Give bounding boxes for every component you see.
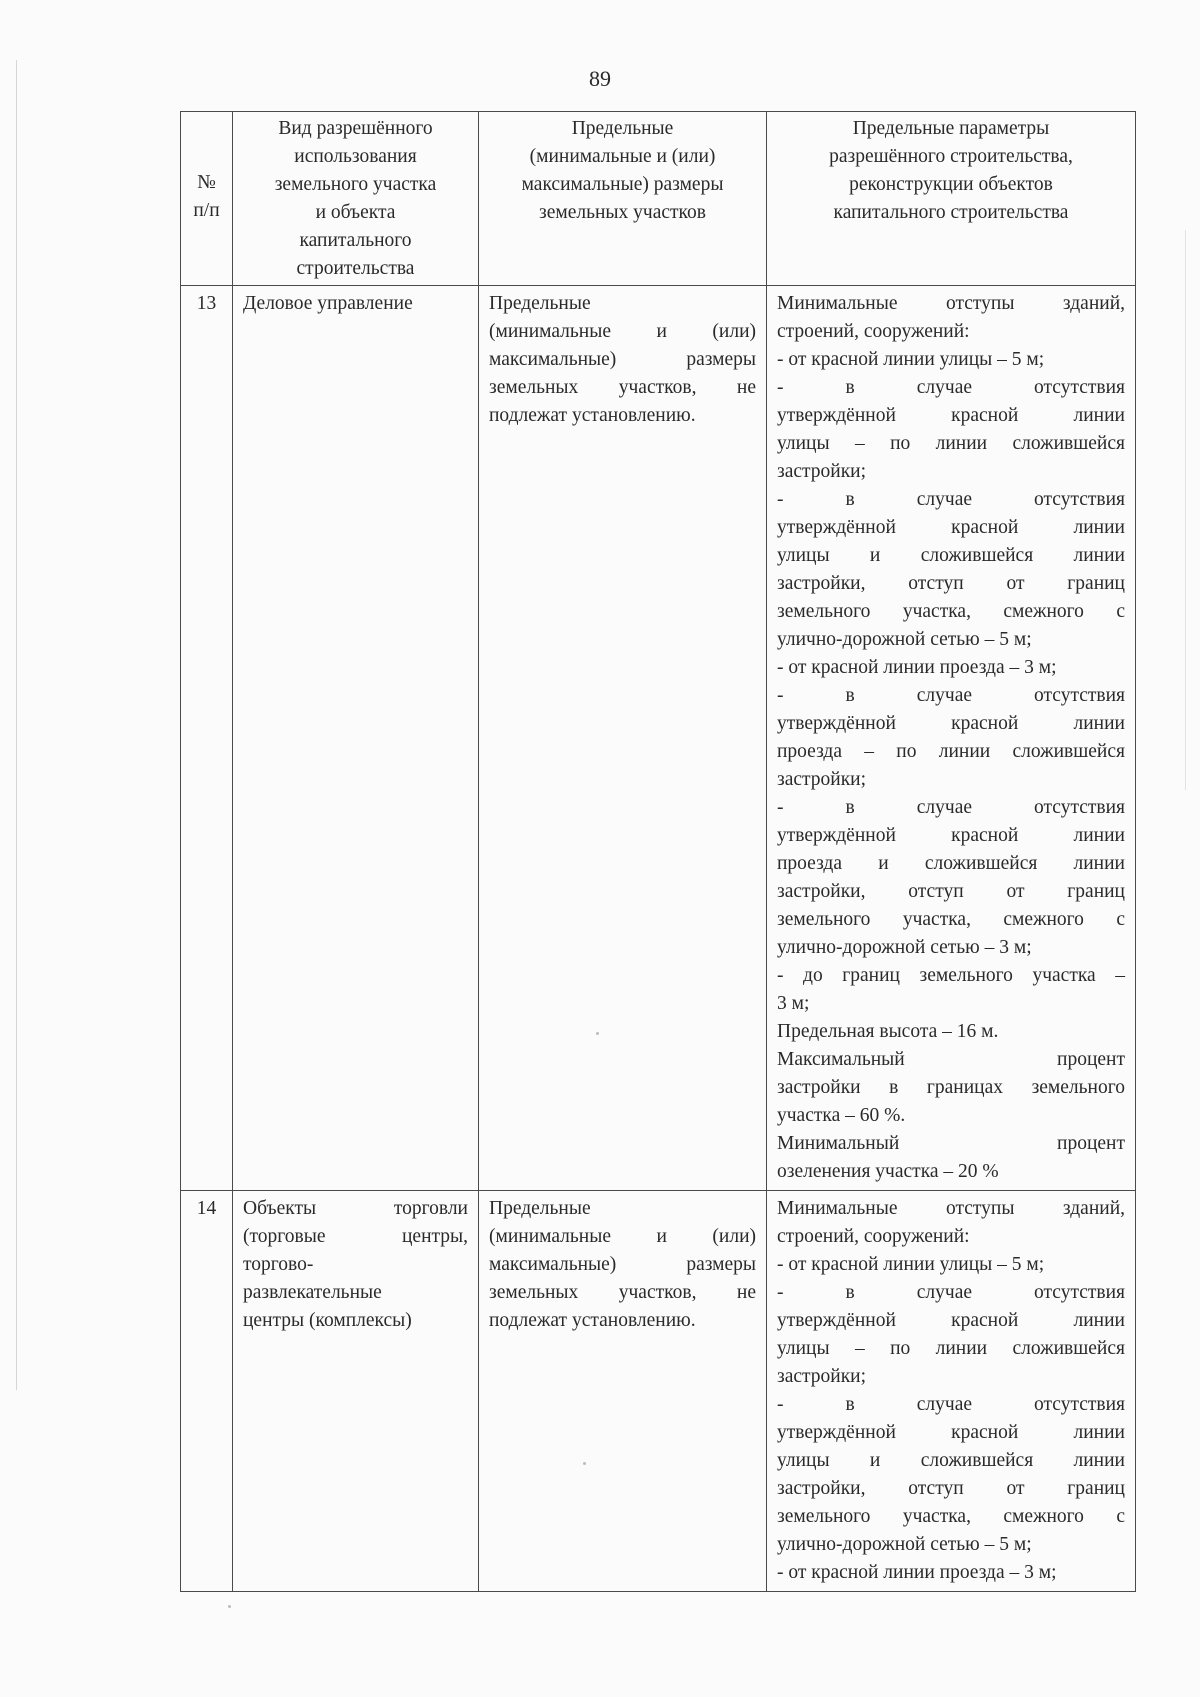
cell-text-line: улицы и сложившейся линии: [777, 545, 1125, 566]
header-line: Вид разрешённого: [278, 118, 433, 139]
row-number: 14: [181, 1191, 233, 1592]
cell-text-line: улицы – по линии сложившейся: [777, 1338, 1125, 1359]
header-line: земельного участка: [274, 174, 437, 195]
cell-text-line: - от красной линии проезда – 3 м;: [777, 1562, 1057, 1583]
cell-text-line: подлежат установлению.: [489, 405, 696, 426]
cell-text-line: Минимальные отступы зданий,: [777, 293, 1125, 314]
header-line: капитального строительства: [833, 202, 1069, 223]
table-row: [181, 1191, 1136, 1592]
row-number: 13: [181, 286, 233, 1191]
cell-text-line: развлекательные: [243, 1282, 382, 1303]
header-line: Предельные: [571, 118, 674, 139]
scan-edge-line: [16, 60, 17, 1390]
scan-speck: [596, 1032, 599, 1035]
header-line: (минимальные и (или): [529, 146, 716, 167]
cell-text-line: - в случае отсутствия: [777, 1282, 1125, 1303]
scan-edge-line: [1185, 230, 1186, 790]
cell-text-line: (минимальные и (или): [489, 1226, 756, 1247]
cell-text-line: - в случае отсутствия: [777, 797, 1125, 818]
cell-text-line: утверждённой красной линии: [777, 825, 1125, 846]
header-line: реконструкции объектов: [849, 174, 1053, 195]
header-use: [233, 112, 479, 286]
cell-text-line: Деловое управление: [243, 293, 413, 314]
cell-text-line: Минимальные отступы зданий,: [777, 1198, 1125, 1219]
cell-text-line: - в случае отсутствия: [777, 489, 1125, 510]
header-line: земельных участков: [539, 202, 706, 223]
cell-text-line: Объекты торговли: [243, 1198, 468, 1219]
header-line: №: [197, 172, 216, 193]
cell-text-line: Предельные: [489, 293, 591, 314]
scan-speck: [228, 1605, 231, 1608]
cell-text-line: строений, сооружений:: [777, 1226, 970, 1247]
cell-text-line: Максимальный процент: [777, 1049, 1125, 1070]
cell-text-line: застройки, отступ от границ: [777, 573, 1125, 594]
cell-text-line: - от красной линии проезда – 3 м;: [777, 657, 1057, 678]
page-number: 89: [589, 66, 611, 91]
cell-size: [479, 286, 767, 1191]
cell-text-line: застройки;: [777, 461, 867, 482]
cell-text-line: строений, сооружений:: [777, 321, 970, 342]
cell-use: [233, 1191, 479, 1592]
cell-text-line: - в случае отсутствия: [777, 685, 1125, 706]
cell-text-line: земельного участка, смежного с: [777, 1506, 1125, 1527]
cell-text-line: улично-дорожной сетью – 5 м;: [777, 629, 1032, 650]
table-row: [181, 286, 1136, 1191]
header-num: [181, 112, 233, 286]
header-line: максимальные) размеры: [521, 174, 724, 195]
table-header-row: [181, 112, 1136, 286]
cell-text-line: Предельные: [489, 1198, 591, 1219]
header-line: и объекта: [315, 202, 396, 223]
cell-text-line: утверждённой красной линии: [777, 517, 1125, 538]
cell-text-line: центры (комплексы): [243, 1310, 412, 1331]
scan-speck: [583, 1462, 586, 1465]
cell-text-line: торгово-: [243, 1254, 314, 1275]
header-line: капитального: [299, 230, 412, 251]
regulations-table: [180, 111, 1136, 1592]
cell-text-line: улично-дорожной сетью – 5 м;: [777, 1534, 1032, 1555]
cell-text-line: - до границ земельного участка –: [777, 965, 1125, 986]
cell-text-line: земельных участков, не: [489, 377, 756, 398]
cell-text-line: - в случае отсутствия: [777, 377, 1125, 398]
cell-text-line: Предельная высота – 16 м.: [777, 1021, 999, 1042]
cell-text-line: озеленения участка – 20 %: [777, 1161, 999, 1182]
cell-text-line: - от красной линии улицы – 5 м;: [777, 1254, 1045, 1275]
cell-size: [479, 1191, 767, 1592]
header-line: Предельные параметры: [852, 118, 1050, 139]
cell-param: [767, 286, 1136, 1191]
cell-text-line: земельных участков, не: [489, 1282, 756, 1303]
cell-text-line: застройки, отступ от границ: [777, 1478, 1125, 1499]
cell-text-line: застройки в границах земельного: [777, 1077, 1125, 1098]
cell-text-line: улицы – по линии сложившейся: [777, 433, 1125, 454]
cell-use: [233, 286, 479, 1191]
cell-text-line: утверждённой красной линии: [777, 713, 1125, 734]
cell-param: [767, 1191, 1136, 1592]
header-line: использования: [294, 146, 417, 167]
cell-text-line: застройки;: [777, 1366, 867, 1387]
header-size: [479, 112, 767, 286]
cell-text-line: земельного участка, смежного с: [777, 909, 1125, 930]
cell-text-line: максимальные) размеры: [489, 1254, 756, 1275]
cell-text-line: - в случае отсутствия: [777, 1394, 1125, 1415]
cell-text-line: подлежат установлению.: [489, 1310, 696, 1331]
cell-text-line: застройки, отступ от границ: [777, 881, 1125, 902]
cell-text-line: проезда – по линии сложившейся: [777, 741, 1125, 762]
header-line: п/п: [193, 200, 220, 221]
cell-text-line: утверждённой красной линии: [777, 1310, 1125, 1331]
cell-text-line: утверждённой красной линии: [777, 1422, 1125, 1443]
cell-text-line: проезда и сложившейся линии: [777, 853, 1125, 874]
cell-text-line: участка – 60 %.: [777, 1105, 906, 1126]
cell-text-line: улицы и сложившейся линии: [777, 1450, 1125, 1471]
cell-text-line: Минимальный процент: [777, 1133, 1125, 1154]
cell-text-line: улично-дорожной сетью – 3 м;: [777, 937, 1032, 958]
cell-text-line: утверждённой красной линии: [777, 405, 1125, 426]
cell-text-line: максимальные) размеры: [489, 349, 756, 370]
cell-text-line: (минимальные и (или): [489, 321, 756, 342]
header-line: разрешённого строительства,: [829, 146, 1073, 167]
cell-text-line: 3 м;: [777, 993, 810, 1014]
cell-text-line: - от красной линии улицы – 5 м;: [777, 349, 1045, 370]
header-line: строительства: [296, 258, 415, 279]
cell-text-line: (торговые центры,: [243, 1226, 468, 1247]
cell-text-line: застройки;: [777, 769, 867, 790]
cell-text-line: земельного участка, смежного с: [777, 601, 1125, 622]
header-param: [767, 112, 1136, 286]
